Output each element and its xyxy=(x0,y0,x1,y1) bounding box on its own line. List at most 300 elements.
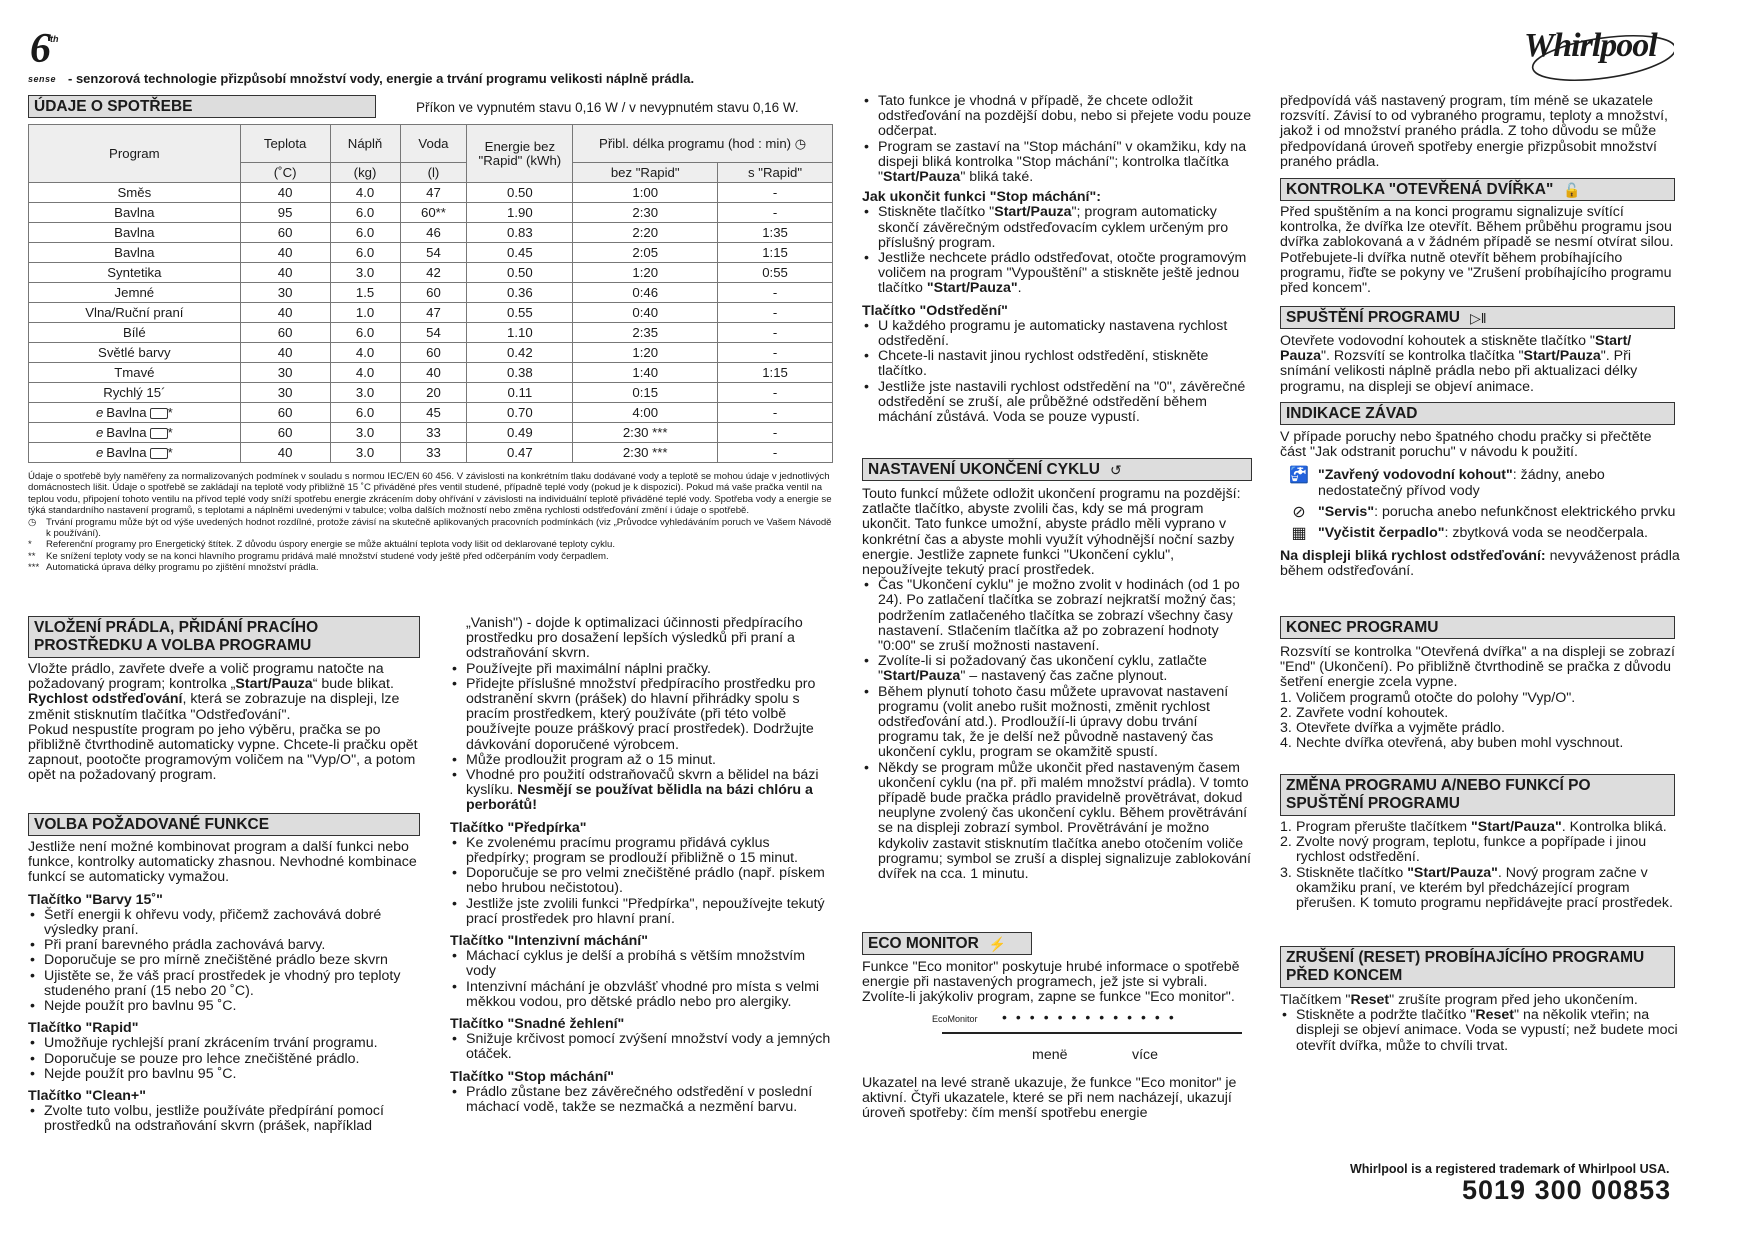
table-cell: 1:20 xyxy=(573,343,718,363)
barvy-heading: Tlačítko "Barvy 15˚" xyxy=(28,891,163,908)
end-cycle-paragraph: Touto funkcí můžete odložit ukončení programu na pozdější: zatlačte tlačítko, abyste zvolili čas, kdy se má program ukončit. Tato funkce umožní, abyste prádlo měli vyprano v konkrétní čas a abyste mohli využít výhodnější noční sazby energie. Jestliže zapnete funkci "Ukončení cyklu", nepoužívejte tekutý prací prostředek. xyxy=(862,486,1241,579)
text: ". Při snímání velikosti náplně prádla nebo při aktualizaci délky programu, na displeji se objeví animace. xyxy=(1280,348,1638,395)
table-cell: 2:30 *** xyxy=(573,423,718,443)
half-load-icon xyxy=(150,448,168,459)
text: Nechte dvířka otevřená, aby buben mohl vyschnout. xyxy=(1296,735,1624,752)
table-row xyxy=(29,383,833,403)
bleach-warning: Nesmějí se používat bělidla na bázi chlóru a perborátů! xyxy=(466,782,813,814)
table-row xyxy=(29,403,833,423)
rinse-heading: Tlačítko "Intenzivní máchání" xyxy=(450,933,648,950)
table-cell: 0:46 xyxy=(573,283,718,303)
clock-icon: ◷ xyxy=(794,135,807,151)
table-cell: 30 xyxy=(240,363,330,383)
text: . Kontrolka bliká. xyxy=(1561,819,1667,835)
col-program: Program xyxy=(29,125,241,183)
text: Stiskněte tlačítko " xyxy=(878,204,995,221)
fault-pump-text xyxy=(1318,526,1648,541)
table-cell: 47 xyxy=(400,303,467,323)
table-cell: 0.83 xyxy=(467,223,573,243)
col3-endset xyxy=(862,487,1254,882)
text: Program přerušte tlačítkem xyxy=(1296,819,1472,835)
program-name: Bílé xyxy=(122,324,146,340)
program-cell xyxy=(29,243,241,263)
table-cell: 60 xyxy=(400,343,467,363)
list-item: • Zvolte tuto volbu, jestliže používáte předpírání pomocí prostředků na odstraňování skvrn (prášek, například xyxy=(28,1104,418,1134)
text: : žádny, anebo nedostatečný přívod vody xyxy=(1318,467,1605,499)
table-cell: 60 xyxy=(240,403,330,423)
load-paragraph xyxy=(28,662,418,692)
start-pause-label: Start/Pauza xyxy=(235,676,313,693)
program-cell xyxy=(29,183,241,203)
prewash-heading: Tlačítko "Předpírka" xyxy=(450,819,587,836)
list-item xyxy=(1280,706,1680,721)
list-item: • Máchací cyklus je delší a probíhá s větším množstvím vody xyxy=(450,949,835,979)
table-cell: 3.0 xyxy=(330,443,400,463)
fault-service xyxy=(1280,505,1680,520)
fault-tap-text xyxy=(1318,468,1680,498)
start-paragraph xyxy=(1280,334,1680,395)
text: Vložte prádlo, zavřete dveře a volič programu natočte na požadovaný program; kontrolka „ xyxy=(28,661,384,693)
text: nevyváženost prádla během odstřeďování. xyxy=(1280,548,1680,580)
table-cell: 3.0 xyxy=(330,423,400,443)
program-name: Syntetika xyxy=(107,264,162,280)
table-cell: 1.5 xyxy=(330,283,400,303)
col4-fault xyxy=(1280,430,1680,580)
list-item xyxy=(1280,736,1680,751)
service-icon: ⊘ xyxy=(1292,503,1306,521)
start-header-label: SPUŠTĚNÍ PROGRAMU xyxy=(1286,309,1460,327)
table-cell: 4.0 xyxy=(330,183,400,203)
table-cell: 40 xyxy=(240,263,330,283)
start-pause-label: Start/Pauza xyxy=(1523,348,1601,365)
program-cell xyxy=(29,363,241,383)
sense-six: 6 xyxy=(30,26,51,72)
door-header xyxy=(1280,178,1675,201)
program-name: Směs xyxy=(117,184,152,200)
table-cell: 1:35 xyxy=(718,223,833,243)
table-cell: 2:35 xyxy=(573,323,718,343)
col-no-rapid: bez "Rapid" xyxy=(573,163,718,183)
function-header: VOLBA POŽADOVANÉ FUNKCE xyxy=(28,813,420,836)
list-item xyxy=(450,768,835,814)
list-item: • Doporučuje se pro velmi znečištěné prádlo (např. pískem nebo hrubou nečistotou). xyxy=(450,866,835,896)
num: 3. xyxy=(1280,864,1292,881)
col-load: Náplň xyxy=(330,125,400,163)
table-cell: 54 xyxy=(400,243,467,263)
list-item: • Přidejte příslušné množství předpíracího prostředku pro odstranění skvrn (prášek) do hlavní přihrádky spolu s pracím prostředkem, který používáte (při této volbě používejte pouze práškový prací prostředek). Dodržujte dávkování doporučené výrobcem. xyxy=(450,677,835,753)
end-cycle-header xyxy=(862,458,1252,481)
table-row xyxy=(29,263,833,283)
table-cell: 0:15 xyxy=(573,383,718,403)
table-cell: 6.0 xyxy=(330,243,400,263)
stop-heading: Tlačítko "Stop máchání" xyxy=(450,1068,615,1085)
list-item xyxy=(862,140,1254,186)
text: Vhodné pro použití odstraňovačů skvrn a bělidel na bázi kyslíku. xyxy=(466,767,819,799)
table-row xyxy=(29,423,833,443)
end-cycle-list xyxy=(862,578,1254,882)
change-header: ZMĚNA PROGRAMU A/NEBO FUNKCÍ PO SPUŠTĚNÍ PROGRAMU xyxy=(1280,774,1675,816)
list-item: • Umožňuje rychlejší praní zkrácením trvání programu. xyxy=(28,1036,418,1051)
col-temp: Teplota xyxy=(240,125,330,163)
sixth-sense-logo xyxy=(28,28,68,82)
list-item: • Během plynutí tohoto času můžete upravovat nastavení programu (volit anebo rušit možnosti, změnit rychlost odstřeďování atd.). Prodloužíí-li úpravy dobu trvání programu tak, že je delší než původně nastavený čas ukončení cyklu, program se okamžitě spustí. xyxy=(862,685,1254,761)
text: Zvolíte-li si požadovaný čas ukončení cyklu, zatlačte " xyxy=(878,653,1207,685)
program-cell xyxy=(29,443,241,463)
fault-tap-label: "Zavřený vodovodní kohout" xyxy=(1318,467,1513,484)
half-load-icon xyxy=(150,408,168,419)
table-cell: 4:00 xyxy=(573,403,718,423)
clean-items-list xyxy=(450,662,835,814)
text: " – nastavený čas začne plynout. xyxy=(960,668,1168,685)
note-mark-1: * xyxy=(28,539,32,551)
list-item: • Používejte při maximální náplni pračky. xyxy=(450,662,835,677)
table-row xyxy=(29,323,833,343)
table-cell: 1.90 xyxy=(467,203,573,223)
num: 1. xyxy=(1280,689,1292,706)
text: Stiskněte a podržte tlačítko " xyxy=(1296,1007,1476,1024)
text: Zvolte nový program, teplotu, funkce a popřípade i jinou rychlost odstředění. xyxy=(1296,834,1647,866)
eco-continue: předpovídá váš nastavený program, tím méně se ukazatele rozsvítí. Závisí to od vybraného programu, teploty a množství, jakož i od množství praného prádla. Z toho důvodu se může předpovídaná úroveň spotřeby energie přizpůsobit množství praného prádla. xyxy=(1280,93,1668,170)
col1-load xyxy=(28,662,418,784)
table-cell: 95 xyxy=(240,203,330,223)
start-pause-label: Start/Pauza xyxy=(994,204,1072,221)
list-item: • Doporučuje se pouze pro lehce znečištěné prádlo. xyxy=(28,1052,418,1067)
table-cell: - xyxy=(718,343,833,363)
list-item xyxy=(1280,721,1680,736)
part-number: 5019 300 00853 xyxy=(1462,1175,1672,1205)
program-name: Tmavé xyxy=(114,364,155,380)
lock-icon: 🔓 xyxy=(1563,182,1581,198)
change-list xyxy=(1280,820,1680,911)
iron-list xyxy=(450,1032,835,1062)
table-cell: 20 xyxy=(400,383,467,403)
table-cell: 3.0 xyxy=(330,383,400,403)
table-cell: 40 xyxy=(240,343,330,363)
sense-word: sense xyxy=(28,74,57,84)
power-consumption: Příkon ve vypnutém stavu 0,16 W / v nevypnutém stavu 0,16 W. xyxy=(416,100,799,115)
program-cell xyxy=(29,343,241,363)
table-cell: 46 xyxy=(400,223,467,243)
rinse-list xyxy=(450,949,835,1010)
list-item: • Při praní barevného prádla zachovává barvy. xyxy=(28,938,418,953)
num: 3. xyxy=(1280,720,1292,737)
consumption-table xyxy=(28,124,833,463)
blink-label: Na displeji bliká rychlost odstřeďování: xyxy=(1280,548,1546,565)
text: Otevřete dvířka a vyjměte prádlo. xyxy=(1296,720,1505,737)
text: "; program automaticky skončí závěrečným odstřeďovacím cyklem určeným pro příslušný program. xyxy=(878,204,1229,251)
table-cell: 60 xyxy=(240,423,330,443)
table-row xyxy=(29,443,833,463)
start-pause-label: Start/Pauza xyxy=(883,169,961,186)
list-item: • Prádlo zůstane bez závěrečného odstředění v poslední máchací vodě, takže se nezmačká a nezmění barvu. xyxy=(450,1085,835,1115)
table-cell: 1:15 xyxy=(718,243,833,263)
list-item xyxy=(1280,691,1680,706)
program-cell xyxy=(29,323,241,343)
table-cell: 0.45 xyxy=(467,243,573,263)
load-header: VLOŽENÍ PRÁDLA, PŘIDÁNÍ PRACÍHO PROSTŘEDKU A VOLBA PROGRAMU xyxy=(28,616,420,658)
table-cell: 45 xyxy=(400,403,467,423)
list-item xyxy=(862,654,1254,684)
prewash-list xyxy=(450,836,835,927)
reset-header: ZRUŠENÍ (RESET) PROBÍHAJÍCÍHO PROGRAMU PŘED KONCEM xyxy=(1280,946,1675,988)
door-header-label: KONTROLKA "OTEVŘENÁ DVÍŘKA" xyxy=(1286,181,1554,199)
fault-pump xyxy=(1280,526,1680,541)
col-rapid: s "Rapid" xyxy=(718,163,833,183)
spin-label: Rychlost odstřeďování xyxy=(28,691,183,708)
col4-top xyxy=(1280,94,1680,170)
list-item: • U každého programu je automaticky nastavena rychlost odstředění. xyxy=(862,319,1254,349)
eco-label: EcoMonitor xyxy=(932,1013,978,1024)
table-cell: 0.55 xyxy=(467,303,573,323)
table-cell: 1.10 xyxy=(467,323,573,343)
table-cell: 60 xyxy=(240,223,330,243)
table-cell: 0:55 xyxy=(718,263,833,283)
start-header xyxy=(1280,306,1675,329)
list-item: • Nejde použít pro bavlnu 95 ˚C. xyxy=(28,999,418,1014)
table-cell: 0.50 xyxy=(467,263,573,283)
list-item: • Nejde použít pro bavlnu 95 ˚C. xyxy=(28,1067,418,1082)
spin-heading: Tlačítko "Odstředění" xyxy=(862,302,1008,319)
program-cell xyxy=(29,403,241,423)
clock-icon: ◷ xyxy=(28,516,37,528)
clean-heading: Tlačítko "Clean+" xyxy=(28,1088,146,1105)
function-paragraph: Jestliže není možné kombinovat program a další funkci nebo funkce, kontrolky automaticky zhasnou. Nevhodné kombinace funkcí se automaticky vymažou. xyxy=(28,839,417,886)
program-name: Rychlý 15´ xyxy=(103,384,166,400)
reset-list xyxy=(1280,1008,1680,1054)
eco-monitor-scale xyxy=(862,1010,1254,1070)
table-cell: 1:40 xyxy=(573,363,718,383)
list-item: • Intenzivní máchání je obzvlášť vhodné pro místa s velmi měkkou vodou, pro dětské prádlo nebo pro alergiky. xyxy=(450,980,835,1010)
eco-indicator-dots: ••••••••••••• xyxy=(1002,1008,1183,1025)
program-name: Bavlna xyxy=(106,404,147,420)
text: Otevřete vodovodní kohoutek a stiskněte tlačítko " xyxy=(1280,333,1595,349)
plug-icon: ⚡ xyxy=(988,936,1007,952)
text: " bliká také. xyxy=(960,169,1034,186)
notes-main: Údaje o spotřebě byly naměřeny za normalizovaných podmínek v souladu s normou IEC/EN 60 456. V závislosti na konkrétním tlaku dodávané vody a teplotě se mohou údaje v jednotlivých domácnostech lišit. Údaje o spotřebě se zakládají na teplotě vody přibližně 15 ˚C přiváděné přes ventil studené, případně teplé vody (pokud je k dispozici). Pokud má vaše pračka ventil na teplou vodu, připojení tohoto ventilu na přívod teplé vody sníží spotřebu energie zkrácením doby ohřívání v závislosti na individuální teplotě přiváděné teplé vody. Spotřeba vody a energie se týká standardního nastavení programů, s teplotami a náplněmi uvedenými v tabulce; volba dalších možností nebo změna rychlosti odstřeďování změní i údaje o spotřebě. xyxy=(28,471,832,517)
table-cell: - xyxy=(718,303,833,323)
col-duration xyxy=(573,125,833,163)
list-item: • Jestliže jste nastavili rychlost odstředění na "0", závěrečné odstředění se zruší, ale průběžné odstředění během máchání zůstává. Voda se pouze vypustí. xyxy=(862,380,1254,426)
program-name: Bavlna xyxy=(106,444,147,460)
start-pause-label: "Start/Pauza" xyxy=(926,280,1018,297)
sense-th: th xyxy=(50,34,59,44)
table-row xyxy=(29,243,833,263)
end-paragraph: Rozsvítí se kontrolka "Otevřená dvířka" a na displeji se zobrazí "End" (Ukončení). Po přibližně čtvrthodině se pračka z důvodu šetření energie zcela vypne. xyxy=(1280,644,1675,691)
list-item: • Doporučuje se pro mírně znečištěné prádlo beze skvrn xyxy=(28,953,418,968)
table-cell: 0.36 xyxy=(467,283,573,303)
iron-heading: Tlačítko "Snadné žehlení" xyxy=(450,1016,625,1033)
col-load-unit: (kg) xyxy=(330,163,400,183)
note-3: Automatická úprava délky programu po zjištění množství prádla. xyxy=(46,562,319,574)
text: . xyxy=(1017,280,1022,297)
table-cell: 6.0 xyxy=(330,323,400,343)
eco-header-label: ECO MONITOR xyxy=(868,935,979,953)
reset-label: Reset xyxy=(1475,1007,1514,1024)
list-item: • Čas "Ukončení cyklu" je možno zvolit v hodinách (od 1 po 24). Po zatlačení tlačítka se zobrazí nejkratší možný čas; podržením zatlačeného tlačítka se zobrazí všechny časy nastavení. Stlačením tlačítka až po zobrazení hodnoty "0:00" se zruší možnosti nastavení. xyxy=(862,578,1254,654)
table-cell: 54 xyxy=(400,323,467,343)
door-paragraph: Před spuštěním a na konci programu signalizuje svítící kontrolka, že dvířka lze otevřít. Během průběhu programu jsou dvířka zablokovaná a v žádném případě se nesmí otvírat silou. Potřebujete-li dvířka nutně otevřít během probíhajícího programu, řiďte se pokyny ve "Zrušení probíhajícího programu před koncem". xyxy=(1280,204,1674,297)
col4-reset xyxy=(1280,993,1680,1054)
num: 1. xyxy=(1280,819,1292,835)
table-cell: - xyxy=(718,403,833,423)
list-item xyxy=(862,205,1254,251)
consumption-notes xyxy=(28,471,838,574)
program-cell xyxy=(29,383,241,403)
table-row xyxy=(29,283,833,303)
num: 2. xyxy=(1280,834,1292,851)
list-item: • Ujistěte se, že váš prací prostředek je vhodný pro teploty studeného praní (15 nebo 20 ˚C). xyxy=(28,969,418,999)
vanish-paragraph: „Vanish") - dojde k optimalizaci účinnosti předpíracího prostředku pro dosažení lepších výsledků při praní a odstraňování skvrn. xyxy=(466,615,803,662)
list-item: • Tato funkce je vhodná v případě, že chcete odložit odstřeďování na pozdější dobu, nebo si přejete vodu pouze odčerpat. xyxy=(862,94,1254,140)
col4-end xyxy=(1280,645,1680,751)
fault-pump-label: "Vyčistit čerpadlo" xyxy=(1318,525,1445,542)
list-item: • Chcete-li nastavit jinou rychlost odstředění, stiskněte tlačítko. xyxy=(862,349,1254,379)
col-duration-label: Přibl. délka programu (hod : min) xyxy=(599,135,792,151)
trademark-note: Whirlpool is a registered trademark of Whirlpool USA. xyxy=(1350,1162,1670,1176)
fault-paragraph: V případe poruchy nebo špatného chodu pračky si přečtěte část "Jak odstranit poruchu" v návodu k použití. xyxy=(1280,429,1652,461)
end-cycle-header-label: NASTAVENÍ UKONČENÍ CYKLU xyxy=(868,461,1100,479)
table-cell: 4.0 xyxy=(330,343,400,363)
start-pause-label: Start/ Pauza xyxy=(1280,333,1632,365)
start-pause-label: Start/Pauza xyxy=(883,668,961,685)
num: 2. xyxy=(1280,704,1292,721)
text: Jestliže nechcete prádlo odstřeďovat, otočte programovým voličem na program "Vypouštění" a stiskněte ještě jednou tlačítko xyxy=(878,250,1247,297)
eco-arrow-line xyxy=(942,1032,1242,1034)
rapid-list xyxy=(28,1036,418,1082)
table-cell: 0.42 xyxy=(467,343,573,363)
star-mark: * xyxy=(167,424,173,440)
program-name: Vlna/Ruční praní xyxy=(85,304,184,320)
spin-paragraph xyxy=(28,692,418,722)
col3-eco xyxy=(862,960,1254,1121)
list-item: • Snižuje krčivost pomocí zvýšení množství vody a jemných otáček. xyxy=(450,1032,835,1062)
table-row xyxy=(29,223,833,243)
table-cell: 6.0 xyxy=(330,223,400,243)
table-cell: - xyxy=(718,283,833,303)
table-cell: 2:30 xyxy=(573,203,718,223)
reset-label: Reset xyxy=(1350,992,1390,1008)
auto-off-paragraph: Pokud nespustíte program po jeho výběru, pračka se po přibližně čtvrthodině automaticky vypne. Chcete-li pračku opět zapnout, pootočte programovým voličem na "Vyp/O", a potom opět na požadovaný program. xyxy=(28,721,418,784)
table-cell: 40 xyxy=(240,183,330,203)
col4-door xyxy=(1280,205,1680,296)
text: . Nový program začne v okamžiku praní, ve kterém byl předcházející program přerušen. K tomuto programu nepřidávejte prací prostředek. xyxy=(1296,864,1673,912)
text: Voličem programů otočte do polohy "Vyp/O". xyxy=(1296,689,1576,706)
end-stop-list xyxy=(862,205,1254,296)
table-cell: 2:20 xyxy=(573,223,718,243)
program-cell xyxy=(29,223,241,243)
program-name: Bavlna xyxy=(114,244,155,260)
program-cell xyxy=(29,303,241,323)
barvy-list xyxy=(28,908,418,1014)
end-list xyxy=(1280,691,1680,752)
note-clock: Trvání programu může být od výše uvedených hodnot rozdílné, protože závisí na skutečně aplikovaných pracovních podmínkách (viz „Průvodce vyhledáváním poruch ve Vašem Návodě k používání). xyxy=(46,516,832,540)
table-cell: 2:30 *** xyxy=(573,443,718,463)
list-item: • Ke zvolenému pracímu programu přidává cyklus předpírky; program se prodlouží přibližně o 15 minut. xyxy=(450,836,835,866)
play-pause-icon: ▷‖ xyxy=(1469,310,1487,326)
pump-icon: ▦ xyxy=(1291,525,1307,543)
program-name: Bavlna xyxy=(114,224,155,240)
program-name: Světlé barvy xyxy=(98,344,171,360)
star-mark: * xyxy=(167,444,173,460)
end-stop-heading: Jak ukončit funkci "Stop máchání": xyxy=(862,189,1101,206)
eco-mark: e xyxy=(95,444,104,460)
program-cell xyxy=(29,283,241,303)
star-mark: * xyxy=(167,404,173,420)
table-cell: 1:20 xyxy=(573,263,718,283)
table-cell: 6.0 xyxy=(330,203,400,223)
col-temp-unit: (˚C) xyxy=(240,163,330,183)
list-item xyxy=(862,251,1254,297)
table-cell: 2:05 xyxy=(573,243,718,263)
logo-text: Whirlpool xyxy=(1524,27,1657,64)
table-cell: 3.0 xyxy=(330,263,400,283)
table-cell: 0.11 xyxy=(467,383,573,403)
table-cell: 0.38 xyxy=(467,363,573,383)
eco-paragraph-2: Ukazatel na levé straně ukazuje, že funkce "Eco monitor" je aktivní. Čtyři ukazatele, které se při nem nacházejí, ukazují úroveň spotřeby: čím menší spotřebu energie xyxy=(862,1074,1237,1122)
stop-rinse-list xyxy=(862,94,1254,185)
list-item xyxy=(1280,835,1680,865)
eco-header xyxy=(862,932,1032,955)
consumption-header: ÚDAJE O SPOTŘEBE xyxy=(28,95,376,118)
col4-change xyxy=(1280,820,1680,911)
list-item xyxy=(1280,1008,1680,1054)
table-cell: - xyxy=(718,383,833,403)
table-cell: - xyxy=(718,323,833,343)
spin-list xyxy=(862,319,1254,425)
table-row xyxy=(29,183,833,203)
table-cell: 0.50 xyxy=(467,183,573,203)
note-1: Referenční programy pro Energetický štítek. Z důvodu úspory energie se může aktuální teplota vody lišit od deklarované teploty cyklu. xyxy=(46,539,615,551)
program-name: Jemné xyxy=(114,284,155,300)
eco-less: menë xyxy=(1032,1046,1068,1063)
table-cell: 0:40 xyxy=(573,303,718,323)
col-energy: Energie bez "Rapid" (kWh) xyxy=(467,125,573,183)
list-item: • Někdy se program může ukončit před nastaveným časem ukončení cyklu (na př. při malém množství prádla). V tomto případě bude pračka prádlo pravidelně provětrávat, dokud neuplyne zvolený čas ukončení cyklu. Během provětrávání se na displeji zobrazí symbol. Provětrávání je možno kdykoliv zastavit stisknutím tlačítka anebo otočením voliče programu; symbol se zruší a displej signalizuje zablokování dvířek na cca. 1 minutu. xyxy=(862,761,1254,883)
text: " na několik vteřin; na displeji se objeví animace. Voda se vypustí; než budete moci otevřít dvířka, může to chvíli trvat. xyxy=(1296,1007,1678,1054)
col-water: Voda xyxy=(400,125,467,163)
note-mark-2: ** xyxy=(28,550,36,562)
table-cell: 0.49 xyxy=(467,423,573,443)
table-cell: 40 xyxy=(240,243,330,263)
list-item: • Jestliže jste zvolili funkci "Předpírka", nepoužívejte tekutý prací prostředek pro hlavní praní. xyxy=(450,897,835,927)
list-item: • Šetří energii k ohřevu vody, přičemž zachovává dobré výsledky praní. xyxy=(28,908,418,938)
start-pause-label: "Start/Pauza" xyxy=(1407,864,1498,881)
table-cell: - xyxy=(718,203,833,223)
table-cell: 4.0 xyxy=(330,363,400,383)
rapid-heading: Tlačítko "Rapid" xyxy=(28,1020,139,1037)
table-cell: - xyxy=(718,183,833,203)
table-cell: 1:15 xyxy=(718,363,833,383)
end-header: KONEC PROGRAMU xyxy=(1280,616,1675,639)
table-cell: 40 xyxy=(240,303,330,323)
clean-list xyxy=(28,1104,418,1134)
table-cell: 0.70 xyxy=(467,403,573,423)
col1-functions xyxy=(28,840,418,1135)
list-item: • Může prodloužit program až o 15 minut. xyxy=(450,753,835,768)
table-row xyxy=(29,343,833,363)
text: : porucha anebo nefunkčnost elektrického prvku xyxy=(1374,503,1676,520)
table-cell: - xyxy=(718,443,833,463)
program-name: Bavlna xyxy=(114,204,155,220)
eco-mark: e xyxy=(95,424,104,440)
table-cell: 40 xyxy=(240,443,330,463)
eco-mark: e xyxy=(95,404,104,420)
text: Program se zastaví na "Stop máchání" v okamžiku, kdy na dispeji bliká kontrolka "Stop máchání"; kontrolka tlačítka " xyxy=(878,138,1247,186)
start-pause-label: "Start/Pauza" xyxy=(1471,819,1562,835)
table-cell: 60 xyxy=(400,283,467,303)
list-item xyxy=(1280,820,1680,835)
table-row xyxy=(29,363,833,383)
